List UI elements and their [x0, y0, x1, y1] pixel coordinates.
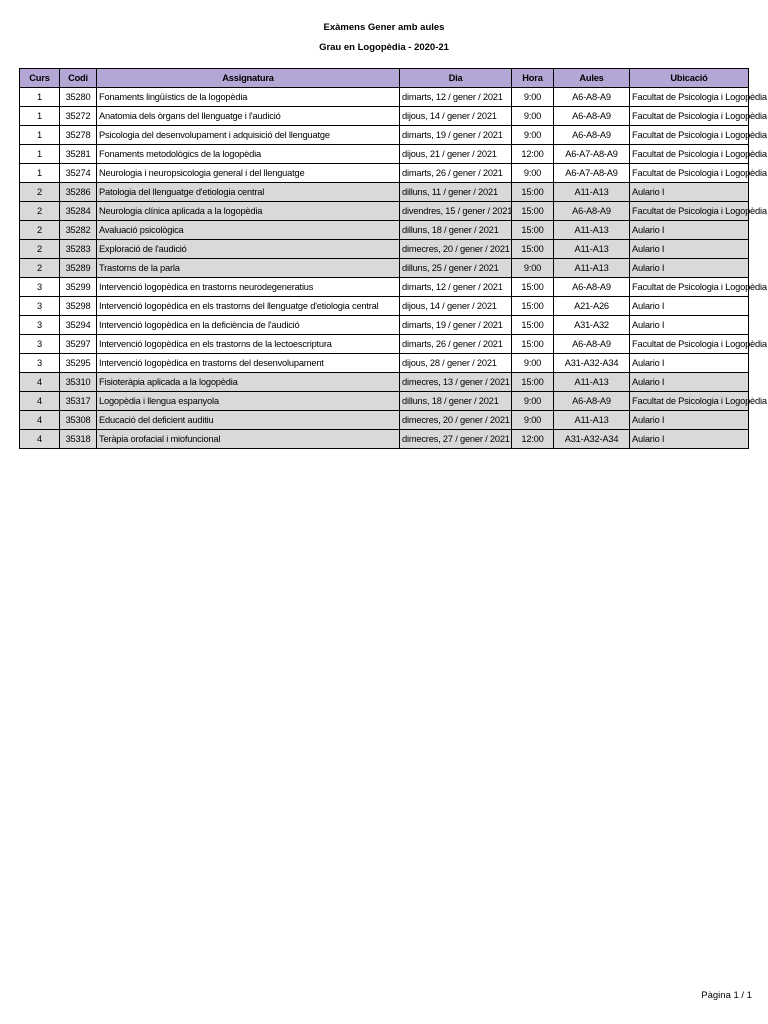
- cell-dia: divendres, 15 / gener / 2021: [400, 202, 512, 221]
- cell-hora: 15:00: [512, 316, 554, 335]
- cell-codi: 35295: [60, 354, 97, 373]
- cell-curs: 4: [20, 373, 60, 392]
- cell-aules: A6-A8-A9: [554, 202, 630, 221]
- cell-assignatura: Fonaments lingüístics de la logopèdia: [97, 88, 400, 107]
- cell-dia: dijous, 14 / gener / 2021: [400, 297, 512, 316]
- cell-hora: 9:00: [512, 126, 554, 145]
- cell-aules: A11-A13: [554, 259, 630, 278]
- table-row: [20, 145, 749, 164]
- document-header: [0, 18, 768, 58]
- table-row: [20, 316, 749, 335]
- cell-codi: 35283: [60, 240, 97, 259]
- cell-codi: 35289: [60, 259, 97, 278]
- cell-dia: dimecres, 27 / gener / 2021: [400, 430, 512, 449]
- cell-ubicacio: Aulario I: [630, 354, 749, 373]
- cell-aules: A31-A32: [554, 316, 630, 335]
- cell-curs: 1: [20, 88, 60, 107]
- column-header-ubicacio: Ubicació: [630, 69, 749, 88]
- cell-ubicacio: Aulario I: [630, 221, 749, 240]
- cell-codi: 35281: [60, 145, 97, 164]
- cell-assignatura: Intervenció logopèdica en els trastorns de la lectoescriptura: [97, 335, 400, 354]
- document-subtitle: Grau en Logopèdia - 2020-21: [319, 42, 449, 53]
- cell-assignatura: Psicologia del desenvolupament i adquisició del llenguatge: [97, 126, 400, 145]
- table-row: [20, 411, 749, 430]
- table-row: [20, 221, 749, 240]
- cell-codi: 35299: [60, 278, 97, 297]
- cell-ubicacio: Aulario I: [630, 183, 749, 202]
- cell-ubicacio: Facultat de Psicologia i Logopèdia: [630, 335, 749, 354]
- cell-dia: dimecres, 20 / gener / 2021: [400, 411, 512, 430]
- cell-assignatura: Teràpia orofacial i miofuncional: [97, 430, 400, 449]
- cell-curs: 4: [20, 430, 60, 449]
- cell-codi: 35272: [60, 107, 97, 126]
- cell-ubicacio: Aulario I: [630, 430, 749, 449]
- cell-dia: dimarts, 12 / gener / 2021: [400, 278, 512, 297]
- cell-curs: 4: [20, 411, 60, 430]
- cell-codi: 35286: [60, 183, 97, 202]
- cell-assignatura: Intervenció logopèdica en trastorns neurodegeneratius: [97, 278, 400, 297]
- cell-aules: A31-A32-A34: [554, 430, 630, 449]
- cell-dia: dimarts, 12 / gener / 2021: [400, 88, 512, 107]
- table-row: [20, 202, 749, 221]
- cell-ubicacio: Aulario I: [630, 297, 749, 316]
- cell-dia: dilluns, 25 / gener / 2021: [400, 259, 512, 278]
- cell-hora: 12:00: [512, 145, 554, 164]
- table-row: [20, 354, 749, 373]
- table-body: [20, 88, 767, 449]
- cell-aules: A6-A8-A9: [554, 392, 630, 411]
- table-row: [20, 240, 749, 259]
- exam-table: [19, 68, 767, 449]
- cell-ubicacio: Facultat de Psicologia i Logopèdia: [630, 126, 749, 145]
- cell-dia: dijous, 14 / gener / 2021: [400, 107, 512, 126]
- cell-hora: 15:00: [512, 183, 554, 202]
- cell-hora: 9:00: [512, 107, 554, 126]
- cell-curs: 1: [20, 145, 60, 164]
- cell-codi: 35294: [60, 316, 97, 335]
- cell-dia: dimecres, 20 / gener / 2021: [400, 240, 512, 259]
- document-title: Exàmens Gener amb aules: [323, 22, 445, 33]
- cell-ubicacio: Aulario I: [630, 259, 749, 278]
- cell-dia: dijous, 28 / gener / 2021: [400, 354, 512, 373]
- cell-codi: 35280: [60, 88, 97, 107]
- cell-aules: A6-A8-A9: [554, 126, 630, 145]
- cell-hora: 9:00: [512, 164, 554, 183]
- cell-curs: 2: [20, 202, 60, 221]
- cell-assignatura: Educació del deficient auditiu: [97, 411, 400, 430]
- cell-hora: 9:00: [512, 354, 554, 373]
- cell-ubicacio: Facultat de Psicologia i Logopèdia: [630, 145, 749, 164]
- page-number: Pàgina 1 / 1: [701, 990, 752, 1001]
- cell-aules: A11-A13: [554, 183, 630, 202]
- cell-hora: 9:00: [512, 259, 554, 278]
- cell-hora: 15:00: [512, 221, 554, 240]
- cell-ubicacio: Facultat de Psicologia i Logopèdia: [630, 278, 749, 297]
- table-row: [20, 126, 749, 145]
- cell-assignatura: Fisioteràpia aplicada a la logopèdia: [97, 373, 400, 392]
- column-header-codi: Codi: [60, 69, 97, 88]
- cell-aules: A21-A26: [554, 297, 630, 316]
- cell-curs: 2: [20, 259, 60, 278]
- cell-hora: 15:00: [512, 373, 554, 392]
- cell-curs: 3: [20, 278, 60, 297]
- cell-curs: 2: [20, 183, 60, 202]
- table-row: [20, 373, 749, 392]
- cell-ubicacio: Aulario I: [630, 316, 749, 335]
- table-row: [20, 88, 749, 107]
- cell-codi: 35278: [60, 126, 97, 145]
- cell-assignatura: Neurologia i neuropsicologia general i del llenguatge: [97, 164, 400, 183]
- cell-assignatura: Logopèdia i llengua espanyola: [97, 392, 400, 411]
- cell-ubicacio: Aulario I: [630, 373, 749, 392]
- cell-codi: 35274: [60, 164, 97, 183]
- cell-aules: A6-A8-A9: [554, 278, 630, 297]
- cell-dia: dimarts, 26 / gener / 2021: [400, 335, 512, 354]
- table-row: [20, 107, 749, 126]
- column-header-hora: Hora: [512, 69, 554, 88]
- cell-codi: 35310: [60, 373, 97, 392]
- cell-dia: dilluns, 18 / gener / 2021: [400, 221, 512, 240]
- cell-assignatura: Neurologia clínica aplicada a la logopèdia: [97, 202, 400, 221]
- table-row: [20, 278, 749, 297]
- cell-assignatura: Trastorns de la parla: [97, 259, 400, 278]
- cell-assignatura: Intervenció logopèdica en la deficiència de l'audició: [97, 316, 400, 335]
- cell-dia: dimarts, 19 / gener / 2021: [400, 126, 512, 145]
- cell-ubicacio: Facultat de Psicologia i Logopèdia: [630, 107, 749, 126]
- cell-aules: A11-A13: [554, 373, 630, 392]
- cell-ubicacio: Facultat de Psicologia i Logopèdia: [630, 392, 749, 411]
- cell-aules: A31-A32-A34: [554, 354, 630, 373]
- cell-curs: 3: [20, 354, 60, 373]
- table-row: [20, 297, 749, 316]
- cell-aules: A11-A13: [554, 240, 630, 259]
- cell-assignatura: Exploració de l'audició: [97, 240, 400, 259]
- cell-hora: 9:00: [512, 411, 554, 430]
- cell-dia: dimecres, 13 / gener / 2021: [400, 373, 512, 392]
- table-row: [20, 430, 749, 449]
- cell-codi: 35298: [60, 297, 97, 316]
- cell-dia: dimarts, 26 / gener / 2021: [400, 164, 512, 183]
- cell-curs: 3: [20, 316, 60, 335]
- cell-curs: 1: [20, 164, 60, 183]
- cell-curs: 3: [20, 335, 60, 354]
- table-row: [20, 259, 749, 278]
- cell-aules: A11-A13: [554, 221, 630, 240]
- cell-curs: 3: [20, 297, 60, 316]
- cell-dia: dimarts, 19 / gener / 2021: [400, 316, 512, 335]
- cell-aules: A6-A8-A9: [554, 335, 630, 354]
- cell-ubicacio: Aulario I: [630, 240, 749, 259]
- cell-dia: dilluns, 18 / gener / 2021: [400, 392, 512, 411]
- cell-curs: 2: [20, 221, 60, 240]
- cell-assignatura: Fonaments metodològics de la logopèdia: [97, 145, 400, 164]
- cell-hora: 9:00: [512, 88, 554, 107]
- table-header-row: [20, 69, 749, 88]
- cell-hora: 12:00: [512, 430, 554, 449]
- cell-codi: 35284: [60, 202, 97, 221]
- cell-hora: 15:00: [512, 202, 554, 221]
- column-header-assignatura: Assignatura: [97, 69, 400, 88]
- cell-curs: 4: [20, 392, 60, 411]
- cell-hora: 15:00: [512, 240, 554, 259]
- cell-ubicacio: Facultat de Psicologia i Logopèdia: [630, 164, 749, 183]
- cell-assignatura: Patologia del llenguatge d'etiologia central: [97, 183, 400, 202]
- cell-hora: 9:00: [512, 392, 554, 411]
- cell-hora: 15:00: [512, 278, 554, 297]
- cell-aules: A6-A7-A8-A9: [554, 164, 630, 183]
- table-row: [20, 164, 749, 183]
- cell-aules: A11-A13: [554, 411, 630, 430]
- cell-aules: A6-A8-A9: [554, 88, 630, 107]
- cell-assignatura: Intervenció logopèdica en els trastorns del llenguatge d'etiologia central: [97, 297, 400, 316]
- column-header-aules: Aules: [554, 69, 630, 88]
- cell-aules: A6-A7-A8-A9: [554, 145, 630, 164]
- column-header-dia: Dia: [400, 69, 512, 88]
- cell-assignatura: Intervenció logopèdica en trastorns del desenvolupament: [97, 354, 400, 373]
- cell-curs: 1: [20, 126, 60, 145]
- cell-dia: dilluns, 11 / gener / 2021: [400, 183, 512, 202]
- cell-codi: 35297: [60, 335, 97, 354]
- table-row: [20, 335, 749, 354]
- cell-hora: 15:00: [512, 335, 554, 354]
- cell-codi: 35317: [60, 392, 97, 411]
- cell-ubicacio: Facultat de Psicologia i Logopèdia: [630, 88, 749, 107]
- cell-codi: 35308: [60, 411, 97, 430]
- cell-curs: 1: [20, 107, 60, 126]
- cell-curs: 2: [20, 240, 60, 259]
- table-row: [20, 183, 749, 202]
- cell-codi: 35318: [60, 430, 97, 449]
- table-row: [20, 392, 749, 411]
- cell-hora: 15:00: [512, 297, 554, 316]
- cell-dia: dijous, 21 / gener / 2021: [400, 145, 512, 164]
- cell-assignatura: Anatomia dels òrgans del llenguatge i l'audició: [97, 107, 400, 126]
- cell-aules: A6-A8-A9: [554, 107, 630, 126]
- cell-assignatura: Avaluació psicològica: [97, 221, 400, 240]
- column-header-curs: Curs: [20, 69, 60, 88]
- cell-ubicacio: Aulario I: [630, 411, 749, 430]
- cell-codi: 35282: [60, 221, 97, 240]
- cell-ubicacio: Facultat de Psicologia i Logopèdia: [630, 202, 749, 221]
